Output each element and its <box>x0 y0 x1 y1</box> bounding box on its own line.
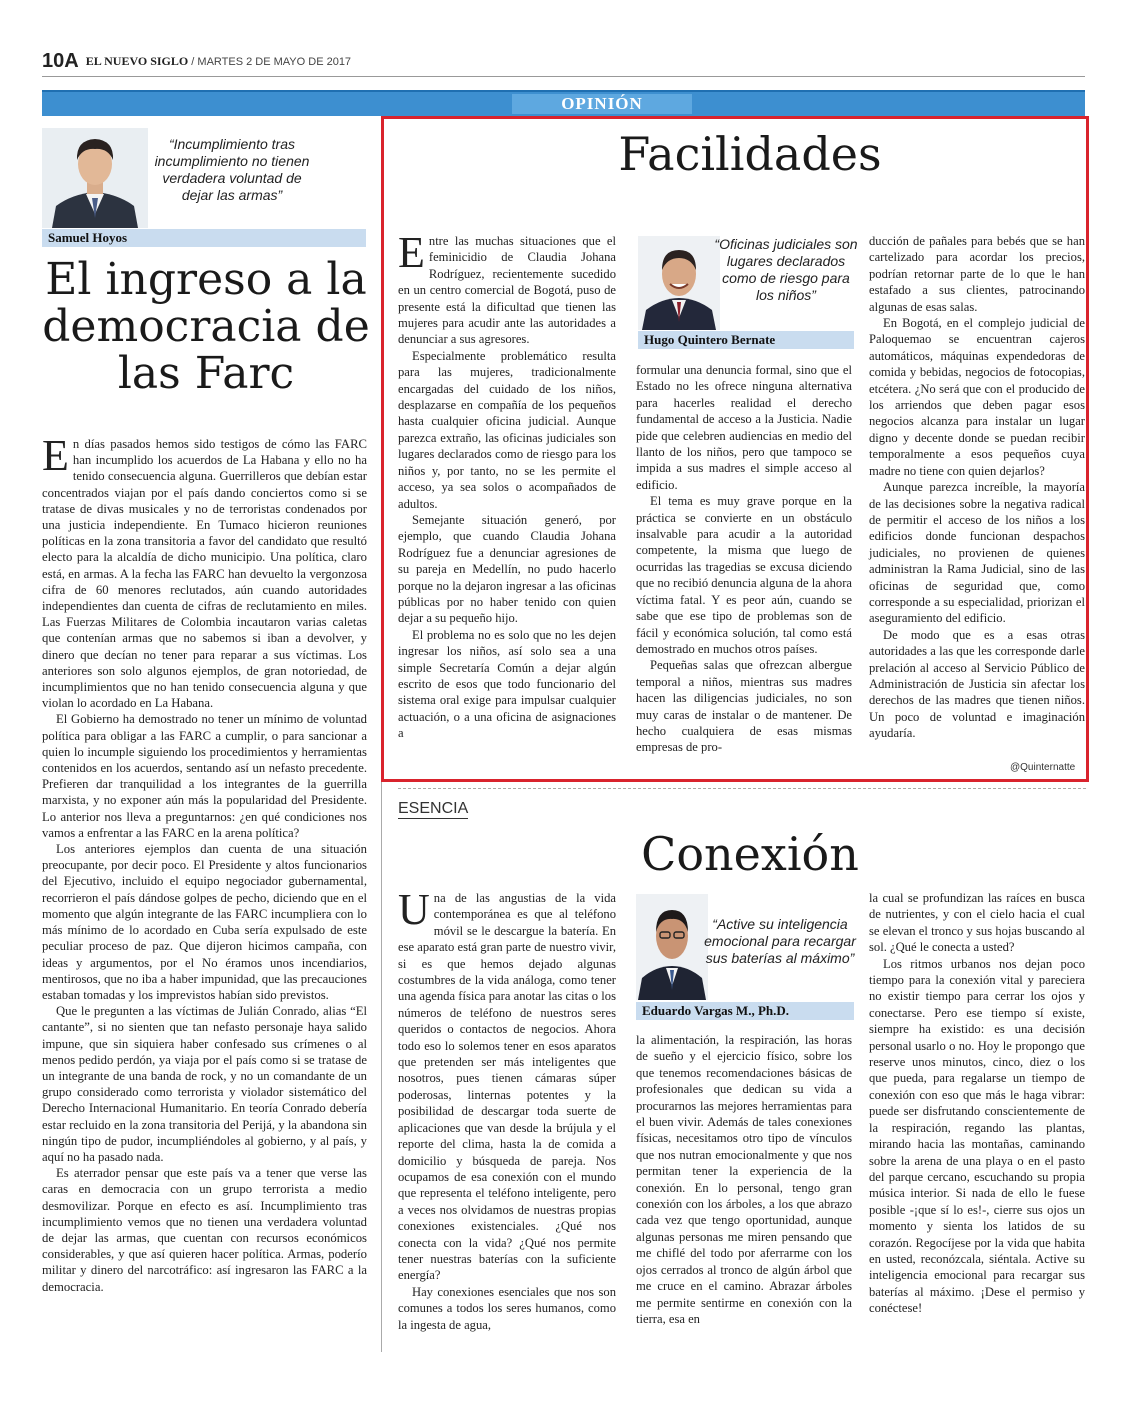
pull-quote-eduardo-vargas: “Active su inteligencia emocional para recargar sus baterías al máximo” <box>704 916 856 966</box>
article-body-conexion-col3: la cual se profundizan las raíces en busca de nutrientes, y con el cielo hacia el cual se elevan el tronco y sus hojas buscando al sol. ¿Qué le conecta a usted? Los ritmos urbanos nos dejan poco tiempo para la conexión vital y pareciera no existir tiempo para cerrar los ojos y conectarse. Pero ese tiempo sí existe, siempre ha existido: es una decisión personal usarlo o no. Hoy le propongo que reserve unos minutos, cinco, diez o los que pueda, para regalarse un tiempo de conexión con eso que más le haga vibrar: puede ser disfrutando conscientemente de la respiración, regando las plantas, mirando hacia las montañas, caminando sobre la arena de una playa o en el pasto del parque cercano, escuchando su propia música interior. Si nada de ello le fuese posible -¡que sí lo es!-, cierre sus ojos un momento y sienta los latidos de su corazón. Regocíjese por la vida que habita en usted, reconózcala, siéntala. Active su inteligencia emocional para recargar sus baterías al máximo. ¡Dese el permiso y conéctese! <box>869 891 1085 1316</box>
author-caption-eduardo-vargas: Eduardo Vargas M., Ph.D. <box>636 1002 854 1020</box>
drop-cap: E <box>42 431 69 480</box>
author-photo-samuel-hoyos <box>42 128 148 228</box>
column-divider <box>381 782 382 1352</box>
section-divider <box>398 788 1086 789</box>
drop-cap: U <box>398 885 430 934</box>
page-number: 10A <box>42 50 79 72</box>
section-label: OPINIÓN <box>512 94 692 114</box>
article-body-conexion-col1: Una de las angustias de la vida contemporánea es que al teléfono móvil se le descargue la batería. En ese aparato está gran parte de nuestro vivir, si es que hemos dejado algunas costumbres de la vida análoga, como tener una agenda física para anotar las citas o los números de teléfono de nuestros seres queridos o contactos de negocios. Ahora todo eso lo solemos tener en esos aparatos que pretenden ser más inteligentes que nosotros, pues tienen cámaras súper poderosas, linternas potentes y la posibilidad de descargar toda suerte de aplicaciones que van desde la brújula y el reporte del clima, hasta la de comida a domicilio y búsqueda de pareja. Nos ocupamos de esa conexión con el mundo que representa el teléfono inteligente, pero a veces nos olvidamos de nuestras propias conexiones existenciales. ¿Qué nos conecta con la vida? ¿Qué nos permite tener nuestras baterías con la suficiente energía? Hay conexiones esenciales que nos son comunes a todos los seres humanos, como la ingesta de agua, <box>398 885 616 1332</box>
author-photo-hugo-quintero <box>638 236 720 330</box>
headline-conexion: Conexión <box>641 827 859 881</box>
author-caption-samuel-hoyos: Samuel Hoyos <box>42 229 366 247</box>
author-caption-hugo-quintero: Hugo Quintero Bernate <box>638 331 854 349</box>
section-bar <box>42 90 1085 116</box>
pull-quote-hugo-quintero: “Oficinas judiciales son lugares declarados como de riesgo para los niños” <box>714 236 858 303</box>
issue-date: / MARTES 2 DE MAYO DE 2017 <box>191 56 352 68</box>
article-body-ingreso-democracia: En días pasados hemos sido testigos de cómo las FARC han incumplido los acuerdos de La Habana y ello no ha tenido consecuencia alguna. Guerrilleros que debían estar concentrados viajan por el país dando conciertos como si se tratase de divas musicales y no de terroristas condenados por una justicia independiente. En Tumaco hicieron reuniones políticas en la zona transitoria a favor del candidato que resultó electo para la alcaldía de dicho municipio. Una política, claro está, en armas. A la fecha las FARC han devuelto la vergonzosa cifra de 60 menores reclutados, aún cuando autoridades independientes dan cuenta de cifras de reclutamiento en miles. Las Fuerzas Militares de Colombia incautaron varias caletas que contenían armas que no sabemos si iban a devolver, y dinero que decían no tener para reparar a sus víctimas. Los anteriores son solo algunos ejemplos, de gran notoriedad, de incumplimientos que no han tenido consecuencia alguna y que violan lo acordado en La Habana. El Gobierno ha demostrado no tener un mínimo de voluntad política para obligar a las FARC a cumplir, o para sancionar a quien lo incumple siguiendo los procedimientos y herramientas contenidos en los acuerdos, sentando así un nefasto precedente. Prefieren dar tranquilidad a los integrantes de la guerrilla marxista, y no exponer aún más la popularidad del Presidente. Lo anterior nos lleva a preguntarnos: ¿en qué condiciones nos vamos a enfrentar a las FARC en la arena política? Los anteriores ejemplos dan cuenta de una situación preocupante, por decir poco. El Presidente y altos funcionarios del Ejecutivo, incluido el equipo negociador gubernamental, recorrieron el país dándose golpes de pecho, diciendo que en el momento que algún integrante de las FARC incumpliera con lo más mínimo de lo acordado en Cuba sería expulsado de este peculiar proceso de paz. Que dijeron hicimos campaña, con ideas y argumentos, por el No éramos unos incendiarios, mentirosos, que no iba a haber impunidad, que las precauciones estaban tomadas y los imprevistos habían sido previstos. Que le pregunten a las víctimas de Julián Conrado, alias “El cantante”, si no sienten que tan nefasto personaje haya salido impune, que sin siquiera haber confesado sus crímenes o al menos pedido perdón, ya viaja por el país como si se tratase de un integrante de una banda de rock, y no un comandante de un grupo considerado como terrorista y violador sistemático del Derecho Internacional Humanitario. En teoría Conrado debería estar recluido en la zona transitoria del Perijá, y la abandona sin ningún tipo de pudor, incumpliéndoles al gobierno, y al país, y aquí no ha pasado nada. Es aterrador pensar que este país va a tener que verse las caras en democracia con un grupo terrorista a medio desmovilizar. Porque en efecto es así. Incumplimiento tras incumplimiento vemos que no tienen una verdadera voluntad de dejar las armas, que cuentan con recursos económicos considerables, y que así quieren hacer política. Armas, poderío militar y dinero del narcotráfico: así ingresaron las FARC a la democracia. <box>42 431 367 1294</box>
folio <box>42 50 1085 72</box>
kicker-esencia: ESENCIA <box>398 800 469 817</box>
article-body-conexion-col2: la alimentación, la respiración, las horas de sueño y el ejercicio físico, sobre los que tenemos recomendaciones básicas de profesionales que dedican su vida a procurarnos las mejores herramientas para el buen vivir. Además de tales conexiones físicas, necesitamos otro tipo de vínculos que nos nutran emocionalmente y que nos permitan tener la experiencia de la conexión. En lo personal, tengo gran conexión con los árboles, a los que abrazo cada vez que tengo oportunidad, aunque algunas personas me miren pensando que me chiflé del todo por aferrarme con los ojos cerrados al tronco de algún árbol que me cruce en el camino. Abrazar árboles me permite sentirme en conexión con la tierra, esa en <box>636 1033 852 1326</box>
drop-cap: E <box>398 228 425 277</box>
article-body-facilidades-col3: ducción de pañales para bebés que se han cartelizado para acordar los precios, podrían retornar parte de lo que le han estafado a sus clientes, patrocinando algunas de esas salas. En Bogotá, en el complejo judicial de Paloquemao se encuentran cajeros automáticos, máquinas expendedoras de comida y bebidas, negocios de fotocopias, etcétera. ¿No será que con el producido de los arriendos que deben pagar esos negocios alcanza para instalar un lugar digno y decente donde se puedan recibir temporalmente a esos pequeños cuya madre no tiene con quien dejarlos? Aunque parezca increíble, la mayoría de las decisiones sobre la negativa radical de permitir el acceso de los niños a los edificios donde funcionan despachos judiciales, no provienen de quienes administran la Rama Judicial, sino de las oficinas de seguridad que, como corresponde a su especialidad, priorizan el aseguramiento del edificio. De modo que es a esas otras autoridades a las que les corresponde darle prelación al acceso al Servicio Público de Administración de Justicia sin afectar los derechos de las madres que tienen niños. Un poco de voluntad e imaginación ayudaría. <box>869 234 1085 741</box>
folio-rule <box>42 76 1085 77</box>
pull-quote-samuel-hoyos: “Incumplimiento tras incumplimiento no tienen verdadera voluntad de dejar las armas” <box>154 136 310 203</box>
headline-ingreso-democracia: El ingreso a la democracia de las Farc <box>42 254 370 399</box>
author-photo-eduardo-vargas <box>636 894 708 1000</box>
newspaper-name: EL NUEVO SIGLO <box>85 54 189 68</box>
author-twitter-handle: @Quinternatte <box>1010 762 1076 773</box>
article-body-facilidades-col1: Entre las muchas situaciones que el feminicidio de Claudia Johana Rodríguez, recientemente sucedido en un centro comercial de Bogotá, puso de presente está la dificultad que tienen las mujeres para acudir ante las autoridades a denunciar a sus agresores. Especialmente problemático resulta para las mujeres, tradicionalmente encargadas del cuidado de los niños, desplazarse en compañía de los pequeños hasta cualquier oficina judicial. Aunque parezca extraño, las oficinas judiciales son lugares declarados como de riesgo para los niños y, por tanto, no se les permite el acceso, ya sea solos o acompañados de adultos. Semejante situación generó, por ejemplo, que cuando Claudia Johana Rodríguez fue a denunciar agresiones de su pareja en Medellín, no pudo hacerlo porque no la dejaron ingresar a las oficinas públicas por no haber tenido con quien dejar a su pequeño hijo. El problema no es solo que no les dejen ingresar los niños, así solo sea a una simple Secretaría Común a dejar algún escrito de esos que todo funcionario del sistema oral exige para impulsar cualquier actuación, o a una oficina de asignaciones a <box>398 228 616 741</box>
article-body-facilidades-col2: formular una denuncia formal, sino que el Estado no les ofrece ninguna alternativa para hacerles realidad el derecho fundamental de acceso a la Justicia. Nadie pide que celebren audiencias en medio del llanto de los niños, pero que tampoco se impida a sus madres el simple acceso al edificio. El tema es muy grave porque en la práctica se convierte en un obstáculo insalvable para acudir a la autoridad competente, la misma que luego de ocurridas las tragedias se excusa diciendo que no recibió denuncia alguna de la ahora víctima fatal. Y es peor aún, cuando se sabe que ese tipo de problemas son de fácil y económica solución, tal como está demostrado en muchos otros países. Pequeñas salas que ofrezcan albergue temporal a niños, mientras sus madres hacen las diligencias judiciales, no son muy caras de instalar o de mantener. De hecho cualquiera de esas mismas empresas de pro- <box>636 363 852 755</box>
headline-facilidades: Facilidades <box>618 127 882 181</box>
